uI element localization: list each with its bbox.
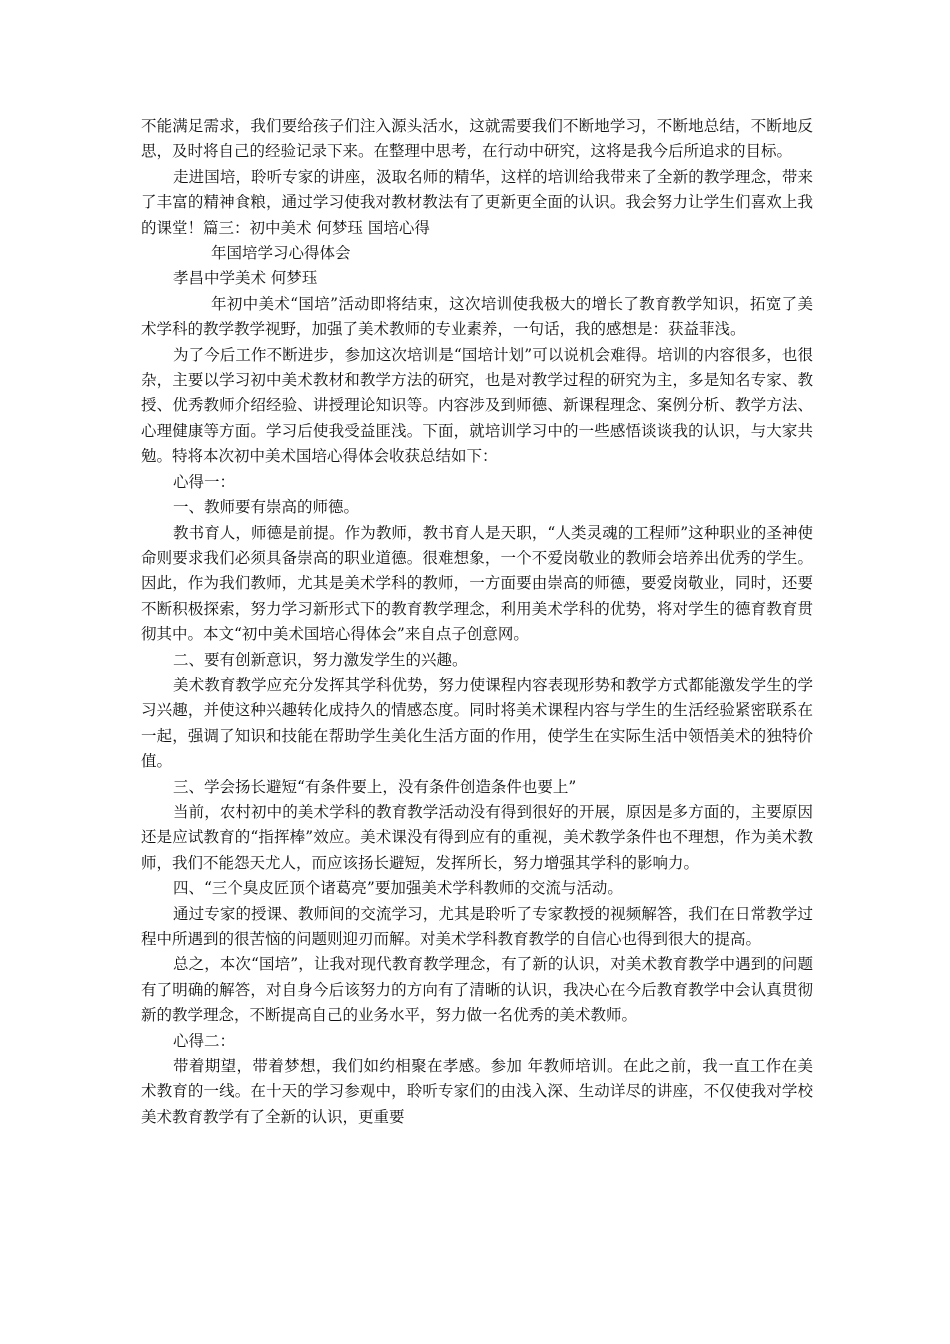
document-body	[141, 114, 813, 1130]
subheading: 心得二：	[173, 1031, 236, 1050]
paragraph: 走进国培，聆听专家的讲座，汲取名师的精华，这样的培训给我带来了全新的教学理念，带来了丰富的精神食粮，通过学习使我对教材教法有了更新更全面的认识。我会努力让学生们喜欢上我的课堂！篇三：初中美术 何梦珏 国培心得	[141, 167, 813, 237]
paragraph: 总之，本次“国培”，让我对现代教育教学理念，有了新的认识，对美术教育教学中遇到的问题有了明确的解答，对自身今后该努力的方向有了清晰的认识，我决心在今后教育教学中会认真贯彻新的教学理念，不断提高自己的业务水平，努力做一名优秀的美术教师。	[141, 955, 813, 1025]
subheading: 二、要有创新意识，努力激发学生的兴趣。	[173, 650, 468, 669]
paragraph: 为了今后工作不断进步，参加这次培训是“国培计划”可以说机会难得。培训的内容很多，也很杂，主要以学习初中美术教材和教学方法的研究，也是对教学过程的研究为主，多是知名专家、教授、优秀教师介绍经验、讲授理论知识等。内容涉及到师德、新课程理念、案例分析、教学方法、心理健康等方面。学习后使我受益匪浅。下面，就培训学习中的一些感悟谈谈我的认识，与大家共勉。特将本次初中美术国培心得体会收获总结如下：	[141, 345, 813, 466]
subheading: 四、“三个臭皮匠顶个诸葛亮”要加强美术学科教师的交流与活动。	[173, 879, 623, 898]
paragraph: 年初中美术“国培”活动即将结束，这次培训使我极大的增长了教育教学知识，拓宽了美术学科的教学教学视野，加强了美术教师的专业素养，一句话，我的感想是：获益菲浅。	[141, 294, 813, 339]
subheading: 心得一：	[173, 472, 236, 491]
paragraph: 当前，农村初中的美术学科的教育教学活动没有得到很好的开展，原因是多方面的，主要原因还是应试教育的“指挥棒”效应。美术课没有得到应有的重视，美术教学条件也不理想，作为美术教师，我们不能怨天尤人，而应该扬长避短，发挥所长，努力增强其学科的影响力。	[141, 802, 813, 872]
paragraph: 美术教育教学应充分发挥其学科优势，努力使课程内容表现形势和教学方式都能激发学生的学习兴趣，并使这种兴趣转化成持久的情感态度。同时将美术课程内容与学生的生活经验紧密联系在一起，强调了知识和技能在帮助学生美化生活方面的作用，使学生在实际生活中领悟美术的独特价值。	[141, 675, 813, 771]
paragraph: 带着期望，带着梦想，我们如约相聚在孝感。参加 年教师培训。在此之前，我一直工作在美术教育的一线。在十天的学习参观中，聆听专家们的由浅入深、生动详尽的讲座，不仅使我对学校美术教育教学有了全新的认识，更重要	[141, 1057, 813, 1126]
paragraph-continued: 不能满足需求，我们要给孩子们注入源头活水，这就需要我们不断地学习，不断地总结，不断地反思，及时将自己的经验记录下来。在整理中思考，在行动中研究，这将是我今后所追求的目标。	[141, 117, 813, 161]
subheading: 一、教师要有崇高的师德。	[173, 498, 360, 517]
paragraph: 教书育人，师德是前提。作为教师，教书育人是天职，“人类灵魂的工程师”这种职业的圣神使命则要求我们必须具备崇高的职业道德。很难想象，一个不爱岗敬业的教师会培养出优秀的学生。因此，作为我们教师，尤其是美术学科的教师，一方面要由崇高的师德，要爱岗敬业，同时，还要不断积极探索，努力学习新形式下的教育教学理念，利用美术学科的优势，将对学生的德育教育贯彻其中。本文“初中美术国培心得体会”来自点子创意网。	[141, 523, 813, 644]
paragraph: 通过专家的授课、教师间的交流学习，尤其是聆听了专家教授的视频解答，我们在日常教学过程中所遇到的很苦恼的问题则迎刃而解。对美术学科教育教学的自信心也得到很大的提高。	[141, 904, 813, 948]
subheading: 三、学会扬长避短“有条件要上，没有条件创造条件也要上”	[173, 777, 577, 796]
author-line: 孝昌中学美术 何梦珏	[173, 269, 318, 288]
section-title: 年国培学习心得体会	[211, 244, 351, 263]
